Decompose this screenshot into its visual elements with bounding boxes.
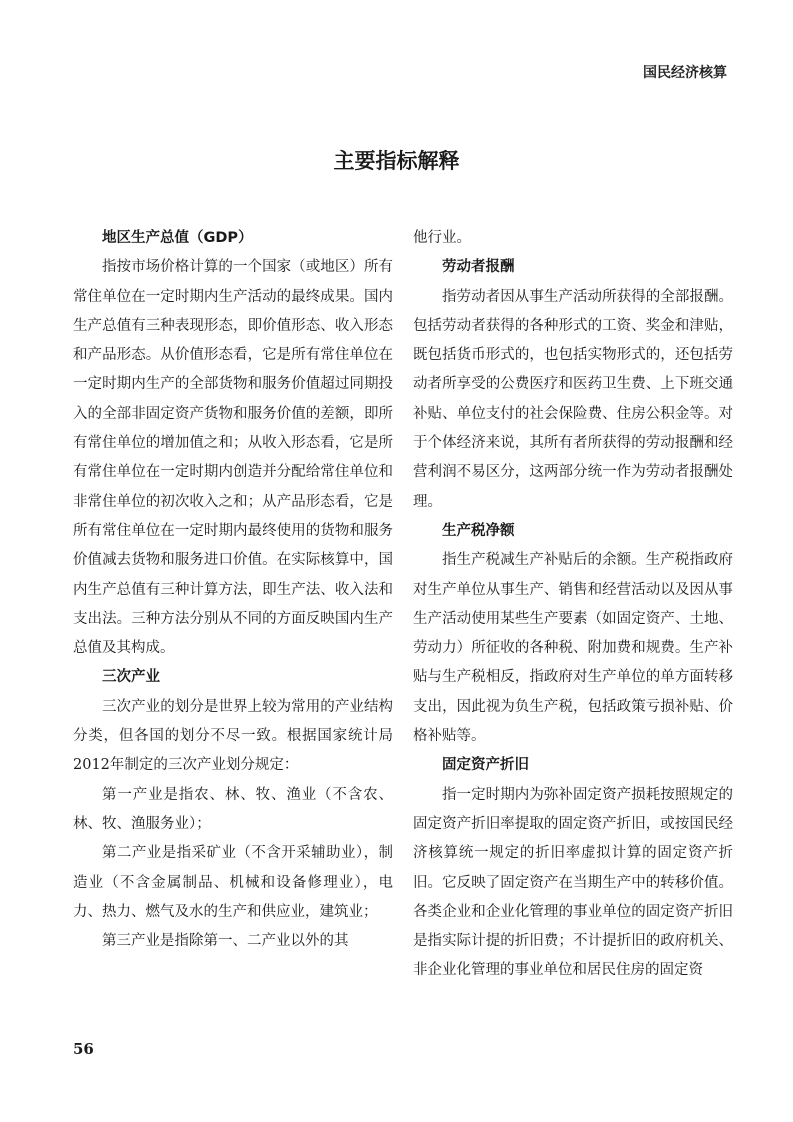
running-head: 国民经济核算 [643, 65, 727, 81]
page-title: 主要指标解释 [333, 149, 460, 173]
gdp-definition: 指按市场价格计算的一个国家（或地区）所有常住单位在一定时期内生产活动的最终成果。国内生产总值有三种表现形态，即价值形态、收入形态和产品形态。从价值形态看，它是所有常住单位在一定时期内生产的全部货物和服务价值超过同期投入的全部非固定资产货物和服务价值的差额，即所有常住单位的增加值之和；从收入形态看，它是所有常住单位在一定时期内创造并分配给常住单位和非常住单位的初次收入之和；从产品形态看，它是所有常住单位在一定时期内最终使用的货物和服务价值减去货物和服务进口价值。在实际核算中，国内生产总值有三种计算方法，即生产法、收入法和支出法。三种方法分别从不同的方面反映国内生产总值及其构成。 [73, 259, 393, 657]
page-number: 56 [73, 1040, 94, 1058]
secondary-industry-text: 第二产业是指采矿业（不含开采辅助业），制造业（不含金属制品、机械和设备修理业），电力、热力、燃气及水的生产和供应业，建筑业； [73, 845, 393, 920]
labor-heading: 劳动者报酬 [442, 259, 515, 276]
tertiary-industry-continued: 他行业。 [413, 230, 471, 246]
right-column [413, 224, 733, 986]
industry-heading: 三次产业 [102, 669, 160, 686]
depreciation-definition: 指一定时期内为弥补固定资产损耗按照规定的固定资产折旧率提取的固定资产折旧，或按国民经济核算统一规定的折旧率虚拟计算的固定资产折旧。它反映了固定资产在当期生产中的转移价值。各类企业和企业化管理的事业单位的固定资产折旧是指实际计提的折旧费；不计提折旧的政府机关、非企业化管理的事业单位和居民住房的固定资 [413, 786, 733, 979]
depreciation-heading: 固定资产折旧 [442, 757, 529, 774]
tax-heading: 生产税净额 [442, 522, 515, 539]
tertiary-industry-text: 第三产业是指除第一、二产业以外的其 [102, 933, 349, 950]
labor-definition: 指劳动者因从事生产活动所获得的全部报酬。包括劳动者获得的各种形式的工资、奖金和津贴，既包括货币形式的，也包括实物形式的，还包括劳动者所享受的公费医疗和医药卫生费、上下班交通补贴、单位支付的社会保险费、住房公积金等。对于个体经济来说，其所有者所获得的劳动报酬和经营利润不易区分，这两部分统一作为劳动者报酬处理。 [413, 288, 733, 510]
primary-industry-text: 第一产业是指农、林、牧、渔业（不含农、林、牧、渔服务业）； [73, 786, 393, 832]
left-column [73, 224, 393, 956]
industry-definition: 三次产业的划分是世界上较为常用的产业结构分类，但各国的划分不尽一致。根据国家统计局2012年制定的三次产业划分规定： [73, 698, 393, 774]
tax-definition: 指生产税减生产补贴后的余额。生产税指政府对生产单位从事生产、销售和经营活动以及因从事生产活动使用某些生产要素（如固定资产、土地、劳动力）所征收的各种税、附加费和规费。生产补贴与生产税相反，指政府对生产单位的单方面转移支出，因此视为负生产税，包括政策亏损补贴、价格补贴等。 [413, 552, 733, 745]
gdp-heading: 地区生产总值（GDP） [102, 230, 253, 246]
